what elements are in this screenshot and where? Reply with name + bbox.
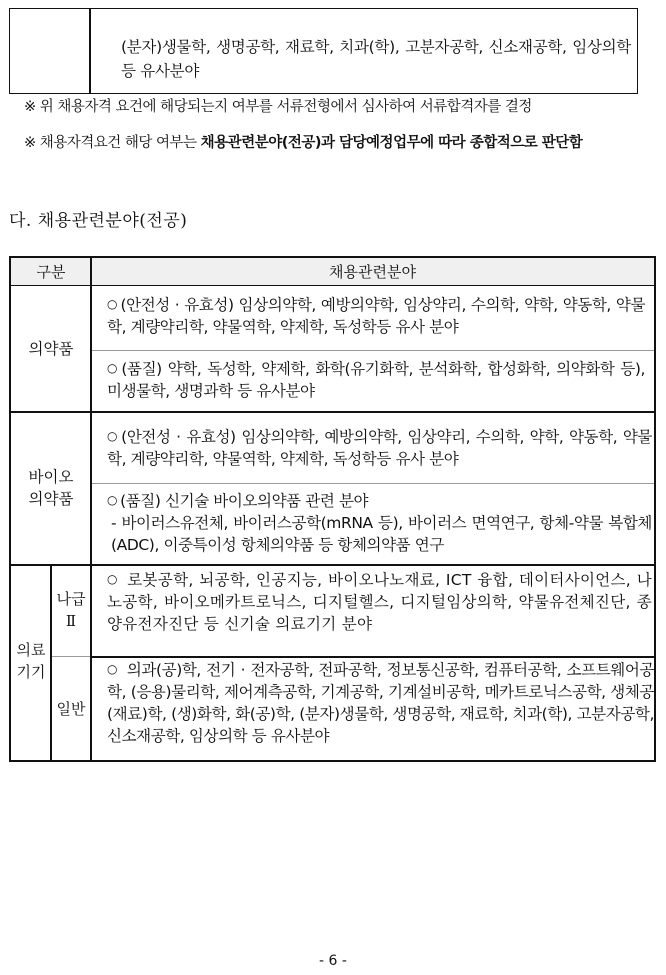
field-text: 의과(공)학, 전기 · 전자공학, 전파공학, 정보통신공학, 컴퓨터공학, 소프트웨어공학, (응용)물리학, 제어계측공학, 기계공학, 기계설비공학, 메카트로닉스공학, 생체공(재료)학, (생)화학, 화(공)학, (분자)생물학, 생명공학, 재료학, 치과(학), 고분자공학, 신소재공학, 임상의학 등 유사분야 xyxy=(107,661,654,745)
circle-bullet-icon: ○ xyxy=(107,361,119,375)
field-row xyxy=(107,489,652,556)
related-fields-table xyxy=(9,256,656,762)
field-text: 약학, 독성학, 약제학, 화학(유기화학, 분석화학, 합성화학, 의약화학 등), 미생물학, 생명과학 등 유사분야 xyxy=(107,360,645,400)
category-line: 바이오 xyxy=(28,468,74,486)
field-sub-line xyxy=(107,512,652,556)
note-text-bold: 채용관련분야(전공)과 담당예정업무에 따라 종합적으로 판단함 xyxy=(200,135,583,151)
grade-na-2 xyxy=(51,588,91,632)
note-document-screening xyxy=(24,95,532,116)
continued-fields-text: (분자)생물학, 생명공학, 재료학, 치과(학), 고분자공학, 신소재공학, 임상의학 등 유사분야 xyxy=(121,38,631,80)
note-text: 위 채용자격 요건에 해당되는지 여부를 서류전형에서 심사하여 서류합격자를 결정 xyxy=(39,99,532,115)
reference-mark-icon: ※ xyxy=(24,135,36,151)
grade-line: 나급 xyxy=(56,590,86,608)
note-qualification-judgment xyxy=(24,131,582,152)
category-pharmaceuticals: 의약품 xyxy=(28,340,74,358)
circle-bullet-icon: ○ xyxy=(107,493,118,507)
field-label: (안전성 · 유효성) xyxy=(121,428,236,446)
field-sub-text: 바이러스유전체, 바이러스공학(mRNA 등), 바이러스 면역연구, 항체-약물 복합체(ADC), 이중특이성 항체의약품 등 항체의약품 연구 xyxy=(111,514,652,554)
group-divider xyxy=(11,411,654,413)
grade-line: Ⅱ xyxy=(65,612,77,630)
field-text: 신기술 바이오의약품 관련 분야 xyxy=(165,492,369,510)
field-text: 임상의약학, 예방의약학, 임상약리, 수의학, 약학, 약동학, 약물학, 계량약리학, 약물역학, 약제학, 독성학등 유사 분야 xyxy=(107,428,652,468)
circle-bullet-icon: ○ xyxy=(107,297,118,311)
row-divider xyxy=(92,350,654,351)
category-line: 의료 xyxy=(16,641,46,659)
category-medical-devices xyxy=(11,639,51,683)
field-row xyxy=(107,658,654,747)
header-category: 구분 xyxy=(36,263,66,281)
section-title: 다. 채용관련분야(전공) xyxy=(9,211,188,231)
page-number: - 6 - xyxy=(319,953,347,969)
field-main-line xyxy=(107,489,652,512)
grade-general: 일반 xyxy=(56,700,86,718)
field-row xyxy=(107,425,652,470)
category-biopharmaceuticals xyxy=(11,466,91,510)
header-related-fields: 채용관련분야 xyxy=(329,263,416,281)
field-row xyxy=(107,293,645,338)
reference-mark-icon: ※ xyxy=(24,99,36,115)
circle-bullet-icon: ○ xyxy=(107,429,119,443)
row-divider xyxy=(92,483,654,484)
category-line: 기기 xyxy=(16,663,46,681)
category-line: 의약품 xyxy=(28,490,74,508)
field-text: 임상의약학, 예방의약학, 임상약리, 수의학, 약학, 약동학, 약물학, 계량약리학, 약물역학, 약제학, 독성학등 유사 분야 xyxy=(107,296,646,336)
field-label: (안전성 · 유효성) xyxy=(120,296,234,314)
row-divider xyxy=(52,656,90,657)
group-divider xyxy=(11,564,654,566)
field-row xyxy=(107,568,652,635)
field-label: (품질) xyxy=(121,360,162,378)
field-text: 로봇공학, 뇌공학, 인공지능, 바이오나노재료, ICT 융합, 데이터사이언스, 나노공학, 바이오메카트로닉스, 디지털헬스, 디지털임상의학, 약물유전체진단, 종양유전자진단 등 신기술 의료기기 분야 xyxy=(107,571,653,633)
note-text-plain: 채용자격요건 해당 여부는 xyxy=(39,135,201,151)
circle-bullet-icon: ○ xyxy=(107,662,118,676)
field-label: (품질) xyxy=(120,492,161,510)
empty-category-cell xyxy=(10,9,91,93)
dash-bullet-icon: - xyxy=(111,514,117,532)
field-row xyxy=(107,357,645,402)
previous-table-continuation xyxy=(9,8,638,94)
circle-bullet-icon: ○ xyxy=(107,572,119,586)
